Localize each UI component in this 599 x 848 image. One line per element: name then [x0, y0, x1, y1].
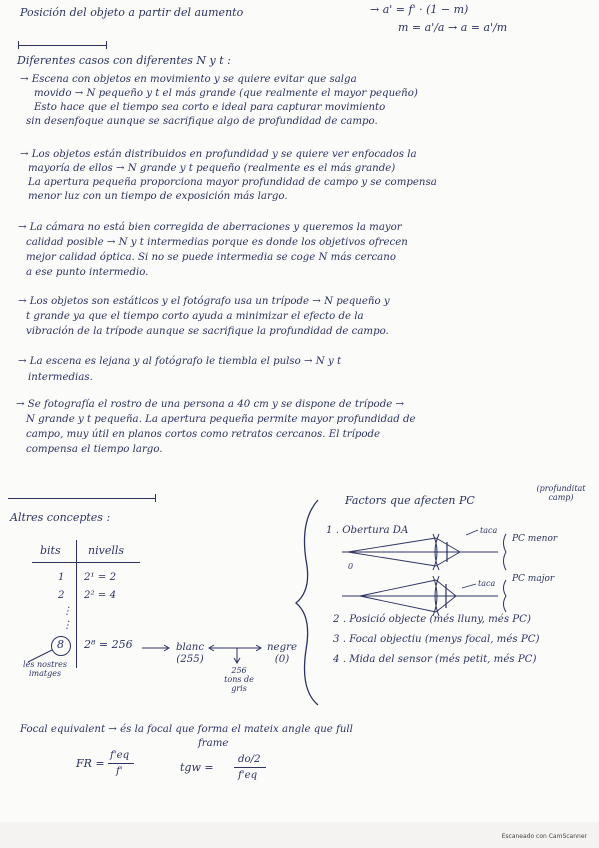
case-line: La apertura pequeña proporciona mayor profundidad de campo y se compensa [28, 177, 437, 188]
case-line: t grande ya que el tiempo corto ayuda a minimizar el efecto de la [26, 311, 364, 322]
factor-item: 2 . Posició objecte (més lluny, més PC) [333, 614, 531, 625]
white-level: blanc (255) [175, 642, 205, 665]
bits-value: 2 [58, 590, 65, 601]
black-level: negre (0) [266, 642, 297, 665]
case-line: → Los objetos están distribuidos en profundidad y se quiere ver enfocados la [20, 149, 417, 160]
focal-definition-cont: frame [198, 738, 229, 749]
bits-value: 8 [57, 638, 64, 651]
levels-value: 2² = 4 [84, 590, 117, 601]
case-line: mayoría de ellos → N grande y t pequeño (realmente es el más grande) [28, 163, 396, 174]
case-line: mejor calidad óptica. Si no se puede intermedia se coge N más cercano [26, 252, 396, 263]
case-line: → La cámara no está bien corregida de aberraciones y queremos la mayor [18, 222, 402, 233]
case-line: a ese punto intermedio. [26, 267, 149, 278]
case-line: N grande y t pequeña. La apertura pequeña permite mayor profundidad de [26, 414, 416, 425]
ellipsis-dots: ⋮ [62, 606, 73, 617]
case-line: menor luz con un tiempo de exposición más largo. [28, 191, 288, 202]
case-line: → La escena es lejana y al fotógrafo le tiembla el pulso → N y t [18, 356, 342, 367]
case-line: vibración de la trípode aunque se sacrifique la profundidad de campo. [26, 326, 389, 337]
case-line: movido → N pequeño y t el más grande (que realmente el mayor pequeño) [34, 88, 418, 99]
ellipsis-dots: ⋮ [62, 620, 73, 631]
other-concepts-heading: Altres conceptes : [10, 511, 111, 524]
case-line: compensa el tiempo largo. [26, 444, 163, 455]
levels-value: 2⁸ = 256 [84, 638, 133, 651]
tg-formula-label: tgw = [180, 761, 214, 774]
factors-heading-note: (profunditat camp) [536, 484, 586, 502]
factors-heading: Factors que afecten PC [345, 494, 475, 507]
factor-item: 3 . Focal objectiu (menys focal, més PC) [333, 634, 540, 645]
top-formula-1: → a' = f' · (1 − m) [370, 3, 469, 16]
case-line: sin desenfoque aunque se sacrifique algo de profundidad de campo. [26, 116, 378, 127]
images-note: les nostres imatges [23, 660, 67, 678]
scanner-watermark: Escaneado con CamScanner [501, 833, 587, 840]
col-header-bits: bits [40, 544, 61, 557]
fr-formula-label: FR = [76, 757, 105, 770]
gray-tones-note: 256 tons de gris [224, 666, 254, 693]
tg-denominator: f'eq [238, 770, 258, 781]
case-line: → Escena con objetos en movimiento y se quiere evitar que salga [20, 74, 357, 85]
fr-denominator: f' [116, 766, 123, 777]
levels-value: 2¹ = 2 [84, 572, 117, 583]
origin-label: 0 [348, 562, 354, 571]
top-formula-2: m = a'/a → a = a'/m [398, 21, 508, 34]
dof-larger-label: PC major [512, 574, 555, 584]
tg-numerator: do/2 [238, 754, 261, 765]
cases-heading: Diferentes casos con diferentes N y t : [17, 54, 231, 67]
focal-definition: Focal equivalent → és la focal que forma el mateix angle que full [20, 724, 353, 735]
fr-fraction-bar [108, 763, 134, 764]
case-line: calidad posible → N y t intermedias porque es donde los objetivos ofrecen [26, 237, 408, 248]
bits-value: 1 [58, 572, 65, 583]
case-line: → Se fotografía el rostro de una persona a 40 cm y se dispone de trípode → [16, 399, 405, 410]
tg-fraction-bar [234, 767, 266, 768]
blur-spot-label: taca [480, 526, 498, 535]
blur-spot-label: taca [478, 579, 496, 588]
dof-smaller-label: PC menor [512, 534, 558, 544]
page-title: Posición del objeto a partir del aumento [20, 6, 244, 19]
case-line: campo, muy útil en planos cortos como retratos cercanos. El trípode [26, 429, 381, 440]
factor-item: 4 . Mida del sensor (més petit, més PC) [333, 654, 537, 665]
col-header-nivells: nivells [88, 544, 125, 557]
case-line: Esto hace que el tiempo sea corto e ideal para capturar movimiento [34, 102, 386, 113]
fr-numerator: f'eq [110, 750, 130, 761]
case-line: → Los objetos son estáticos y el fotógrafo usa un trípode → N pequeño y [18, 296, 390, 307]
case-line: intermedias. [28, 372, 93, 383]
factor-aperture: 1 . Obertura DA [326, 525, 409, 536]
